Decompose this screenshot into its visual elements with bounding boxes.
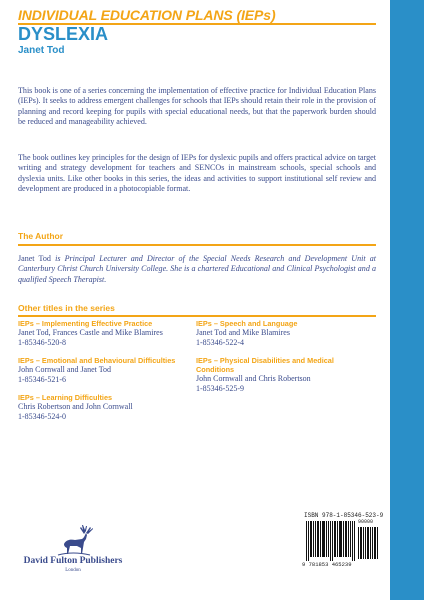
- other-title-authors: John Cornwall and Chris Robertson: [196, 374, 311, 383]
- list-item: [196, 319, 366, 348]
- list-item: [18, 319, 188, 348]
- other-title-isbn: 1-85346-522-4: [196, 338, 244, 347]
- series-title: INDIVIDUAL EDUCATION PLANS (IEPs): [18, 7, 276, 23]
- author-bio-name: Janet Tod: [18, 254, 51, 263]
- other-title-name: IEPs – Physical Disabilities and Medical Conditions: [196, 356, 334, 374]
- barcode-number: 9 781853 465239: [302, 561, 352, 568]
- book-title: DYSLEXIA: [18, 24, 109, 44]
- publisher-city: London: [65, 568, 81, 573]
- list-item: [196, 356, 366, 394]
- author-bio: [18, 254, 376, 285]
- other-titles-heading: Other titles in the series: [18, 303, 115, 313]
- description-paragraph-1: This book is one of a series concerning the implementation of effective practice for Individual Education Plans (IEPs). It seeks to address emergent challenges for schools that IEPs should retain their role in the provision of planning and record keeping for pupils with special educational needs, but that the paperwork burden should be reduced and manageability achieved.: [18, 86, 376, 127]
- other-titles-right-column: [196, 319, 366, 402]
- barcode-addon: 90000: [358, 519, 374, 525]
- stag-icon: [20, 522, 126, 556]
- about-author-rule: [18, 244, 376, 246]
- other-title-authors: John Cornwall and Janet Tod: [18, 365, 112, 374]
- isbn-barcode: [302, 512, 382, 570]
- other-title-isbn: 1-85346-520-8: [18, 338, 66, 347]
- author-bio-text: is Principal Lecturer and Director of the Special Needs Research and Development Unit at Canterbury Christ Church University College. She is a chartered Educational and Clinical Psychologist and a qualified Speech Therapist.: [18, 254, 376, 284]
- description-paragraph-2: The book outlines key principles for the design of IEPs for dyslexic pupils and offers practical advice on target writing and strategy development for teachers and SENCOs in mainstream schools, special schools and dyslexia units. Like other books in this series, the ideas and activities to support institutional self review and development are produced in a photocopiable format.: [18, 153, 376, 194]
- barcode-bars-icon: [306, 521, 356, 561]
- other-title-name: IEPs – Implementing Effective Practice: [18, 319, 153, 328]
- other-title-name: IEPs – Learning Difficulties: [18, 393, 113, 402]
- publisher-name: David Fulton Publishers: [23, 556, 123, 566]
- other-title-authors: Janet Tod, Frances Castle and Mike Blamires: [18, 328, 163, 337]
- other-title-name: IEPs – Speech and Language: [196, 319, 298, 328]
- other-title-authors: Chris Robertson and John Cornwall: [18, 402, 133, 411]
- list-item: [18, 393, 188, 422]
- blue-side-stripe: [386, 0, 424, 600]
- other-title-isbn: 1-85346-524-0: [18, 412, 66, 421]
- book-author: Janet Tod: [18, 45, 65, 56]
- list-item: [18, 356, 188, 385]
- about-author-heading: The Author: [18, 231, 64, 241]
- other-title-name: IEPs – Emotional and Behavioural Difficulties: [18, 356, 176, 365]
- other-title-authors: Janet Tod and Mike Blamires: [196, 328, 290, 337]
- other-titles-rule: [18, 315, 376, 317]
- barcode-addon-bars-icon: [358, 527, 380, 559]
- barcode-isbn-label: ISBN 978-1-85346-523-9: [304, 512, 384, 519]
- other-title-isbn: 1-85346-525-9: [196, 384, 244, 393]
- publisher-logo: [20, 522, 126, 574]
- other-titles-left-column: [18, 319, 188, 430]
- other-title-isbn: 1-85346-521-6: [18, 375, 66, 384]
